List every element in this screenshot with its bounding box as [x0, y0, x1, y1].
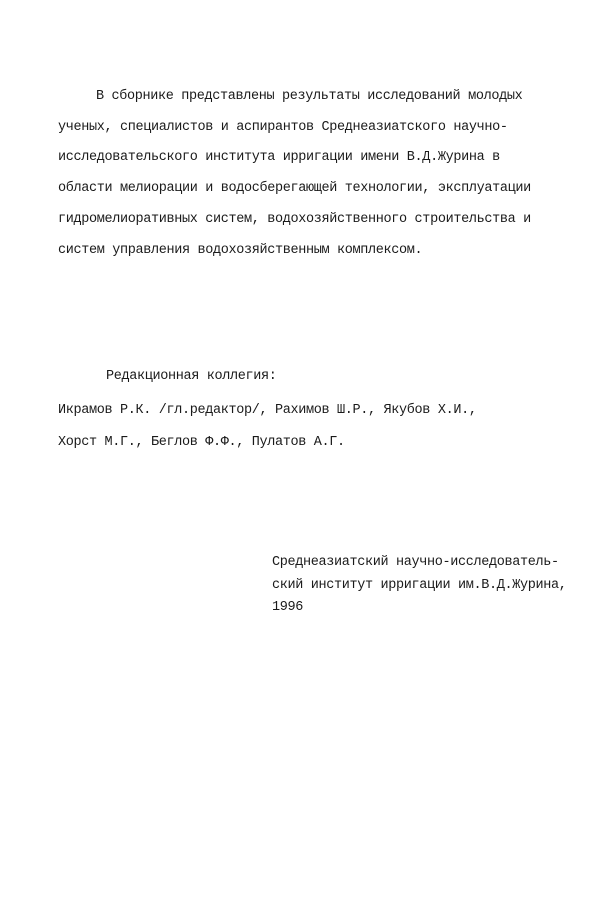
editorial-board-members-1: Икрамов Р.К. /гл.редактор/, Рахимов Ш.Р., Якубов Х.И.,	[58, 403, 477, 418]
abstract-line-3: исследовательского института ирригации имени В.Д.Журина в	[58, 150, 500, 165]
abstract-line-6: систем управления водохозяйственным комплексом.	[58, 243, 423, 258]
publication-year: 1996	[272, 600, 304, 615]
abstract-line-2: ученых, специалистов и аспирантов Среднеазиатского научно-	[58, 120, 508, 135]
abstract-line-4: области мелиорации и водосберегающей технологии, эксплуатации	[58, 181, 531, 196]
institute-line-2: ский институт ирригации им.В.Д.Журина,	[272, 578, 567, 593]
editorial-board-heading: Редакционная коллегия:	[106, 369, 277, 384]
abstract-line-1: В сборнике представлены результаты исследований молодых	[96, 89, 523, 104]
institute-line-1: Среднеазиатский научно-исследователь-	[272, 555, 559, 570]
abstract-line-5: гидромелиоративных систем, водохозяйственного строительства и	[58, 212, 531, 227]
editorial-board-members-2: Хорст М.Г., Беглов Ф.Ф., Пулатов А.Г.	[58, 435, 345, 450]
